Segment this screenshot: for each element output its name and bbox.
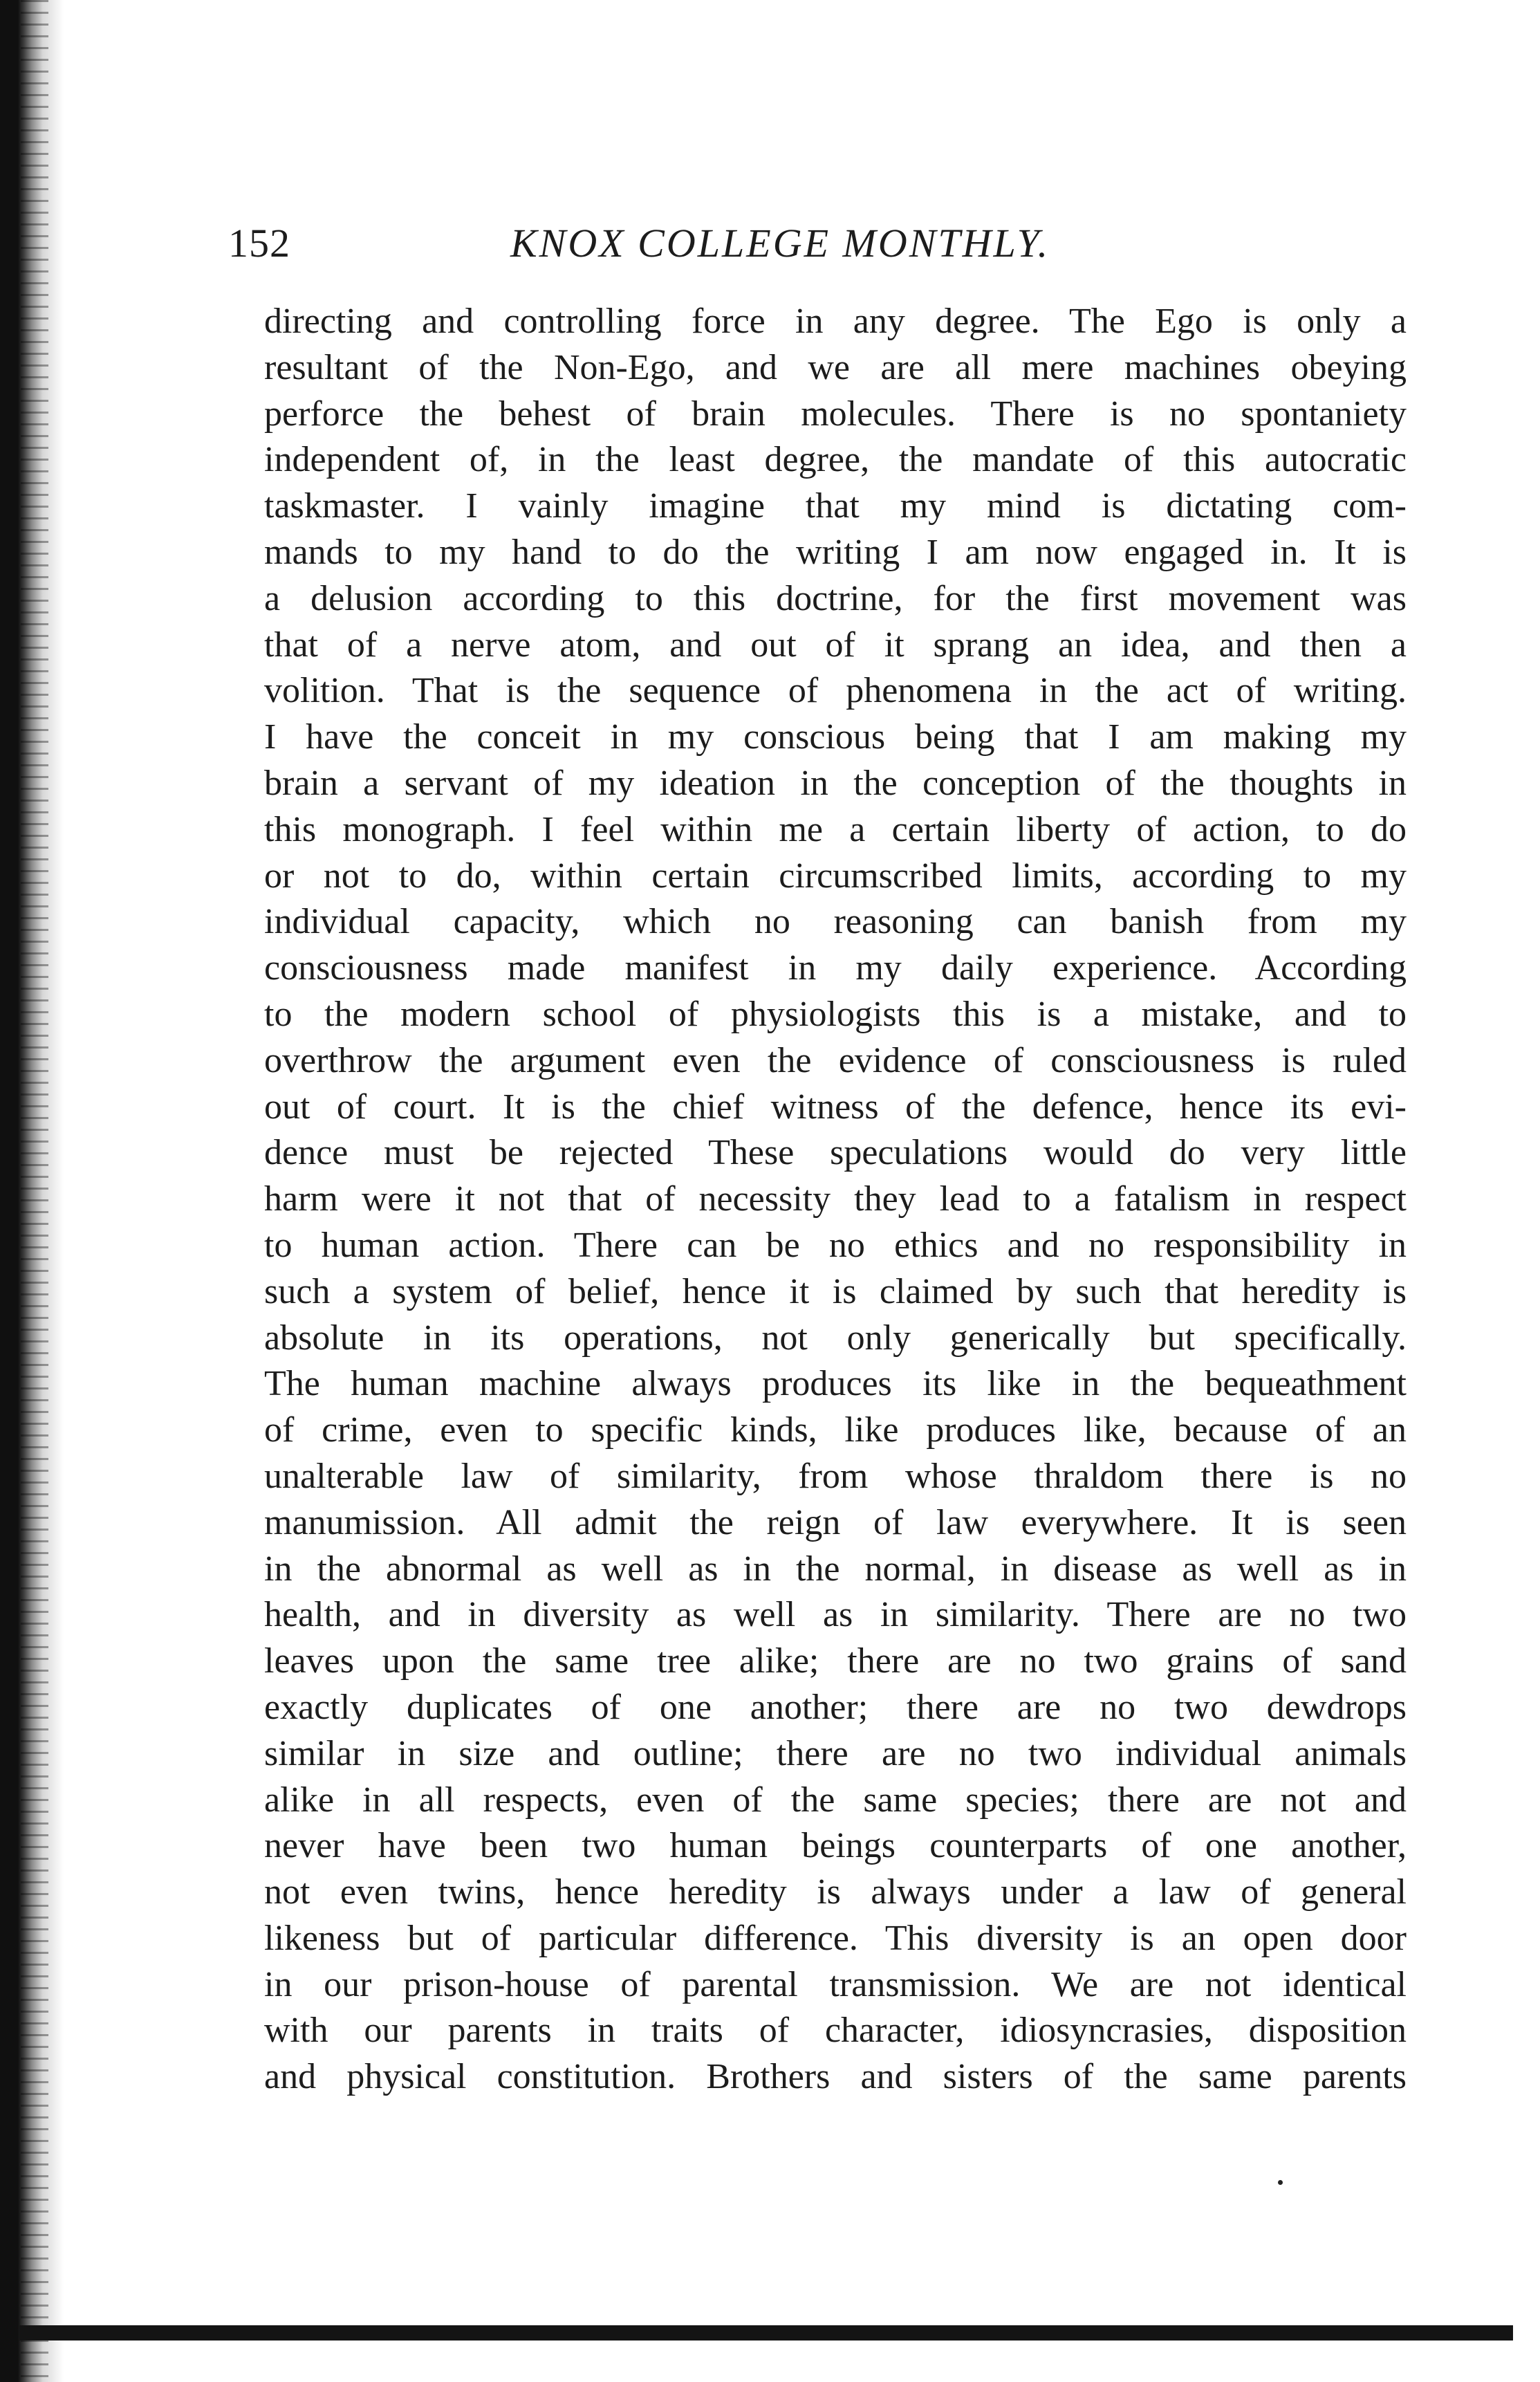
text-line: individual capacity, which no reasoning can banish from my bbox=[264, 902, 1407, 942]
text-line: or not to do, within certain circumscribed limits, according to my bbox=[264, 856, 1407, 896]
text-line: a delusion according to this doctrine, for the first movement was bbox=[264, 578, 1407, 618]
text-line: to human action. There can be no ethics and no responsibility in bbox=[264, 1225, 1407, 1265]
text-line: mands to my hand to do the writing I am now engaged in. It is bbox=[264, 532, 1407, 572]
text-line: and physical constitution. Brothers and sisters of the same parents bbox=[264, 2057, 1407, 2097]
text-line: such a system of belief, hence it is claimed by such that heredity is bbox=[264, 1271, 1407, 1311]
text-line: not even twins, hence heredity is always under a law of general bbox=[264, 1872, 1407, 1912]
text-line: brain a servant of my ideation in the conception of the thoughts in bbox=[264, 763, 1407, 803]
text-line: manumission. All admit the reign of law everywhere. It is seen bbox=[264, 1502, 1407, 1542]
text-line: The human machine always produces its like in the bequeathment bbox=[264, 1364, 1407, 1404]
text-line: leaves upon the same tree alike; there are no two grains of sand bbox=[264, 1641, 1407, 1681]
text-line: out of court. It is the chief witness of the defence, hence its evi- bbox=[264, 1087, 1407, 1127]
running-title: KNOX COLLEGE MONTHLY. bbox=[510, 221, 1050, 266]
text-line: alike in all respects, even of the same species; there are not and bbox=[264, 1780, 1407, 1820]
text-line: harm were it not that of necessity they lead to a fatalism in respect bbox=[264, 1179, 1407, 1219]
text-line: this monograph. I feel within me a certain liberty of action, to do bbox=[264, 809, 1407, 849]
text-line: directing and controlling force in any degree. The Ego is only a bbox=[264, 302, 1407, 341]
text-line: that of a nerve atom, and out of it sprang an idea, and then a bbox=[264, 625, 1407, 665]
text-line: in the abnormal as well as in the normal, in disease as well as in bbox=[264, 1549, 1407, 1589]
text-line: in our prison-house of parental transmission. We are not identical bbox=[264, 1964, 1407, 2004]
text-line: independent of, in the least degree, the mandate of this autocratic bbox=[264, 440, 1407, 480]
page-bottom-border bbox=[19, 2325, 1513, 2341]
text-line: with our parents in traits of character, idiosyncrasies, disposition bbox=[264, 2011, 1407, 2051]
text-line: likeness but of particular difference. This diversity is an open door bbox=[264, 1918, 1407, 1958]
scanned-page-edge bbox=[0, 0, 64, 2382]
text-line: dence must be rejected These speculations would do very little bbox=[264, 1133, 1407, 1173]
text-line: never have been two human beings counterparts of one another, bbox=[264, 1826, 1407, 1866]
text-line: of crime, even to specific kinds, like produces like, because of an bbox=[264, 1410, 1407, 1450]
text-line: consciousness made manifest in my daily experience. According bbox=[264, 948, 1407, 988]
text-line: unalterable law of similarity, from whose thraldom there is no bbox=[264, 1456, 1407, 1496]
page-number: 152 bbox=[228, 221, 290, 266]
text-line: volition. That is the sequence of phenomena in the act of writing. bbox=[264, 671, 1407, 711]
text-line: health, and in diversity as well as in similarity. There are no two bbox=[264, 1595, 1407, 1635]
page-header bbox=[228, 220, 1411, 275]
text-line: overthrow the argument even the evidence of consciousness is ruled bbox=[264, 1040, 1407, 1080]
text-line: resultant of the Non-Ego, and we are all mere machines obeying bbox=[264, 347, 1407, 387]
body-text bbox=[264, 299, 1407, 2101]
text-line: absolute in its operations, not only generically but specifically. bbox=[264, 1318, 1407, 1358]
text-line: I have the conceit in my conscious being that I am making my bbox=[264, 717, 1407, 757]
ink-speck bbox=[1278, 2180, 1283, 2185]
text-line: exactly duplicates of one another; there are no two dewdrops bbox=[264, 1687, 1407, 1727]
text-line: similar in size and outline; there are no two individual animals bbox=[264, 1733, 1407, 1773]
text-line: perforce the behest of brain molecules. There is no spontaniety bbox=[264, 394, 1407, 434]
text-line: to the modern school of physiologists this is a mistake, and to bbox=[264, 994, 1407, 1034]
text-line: taskmaster. I vainly imagine that my mind is dictating com- bbox=[264, 486, 1407, 526]
